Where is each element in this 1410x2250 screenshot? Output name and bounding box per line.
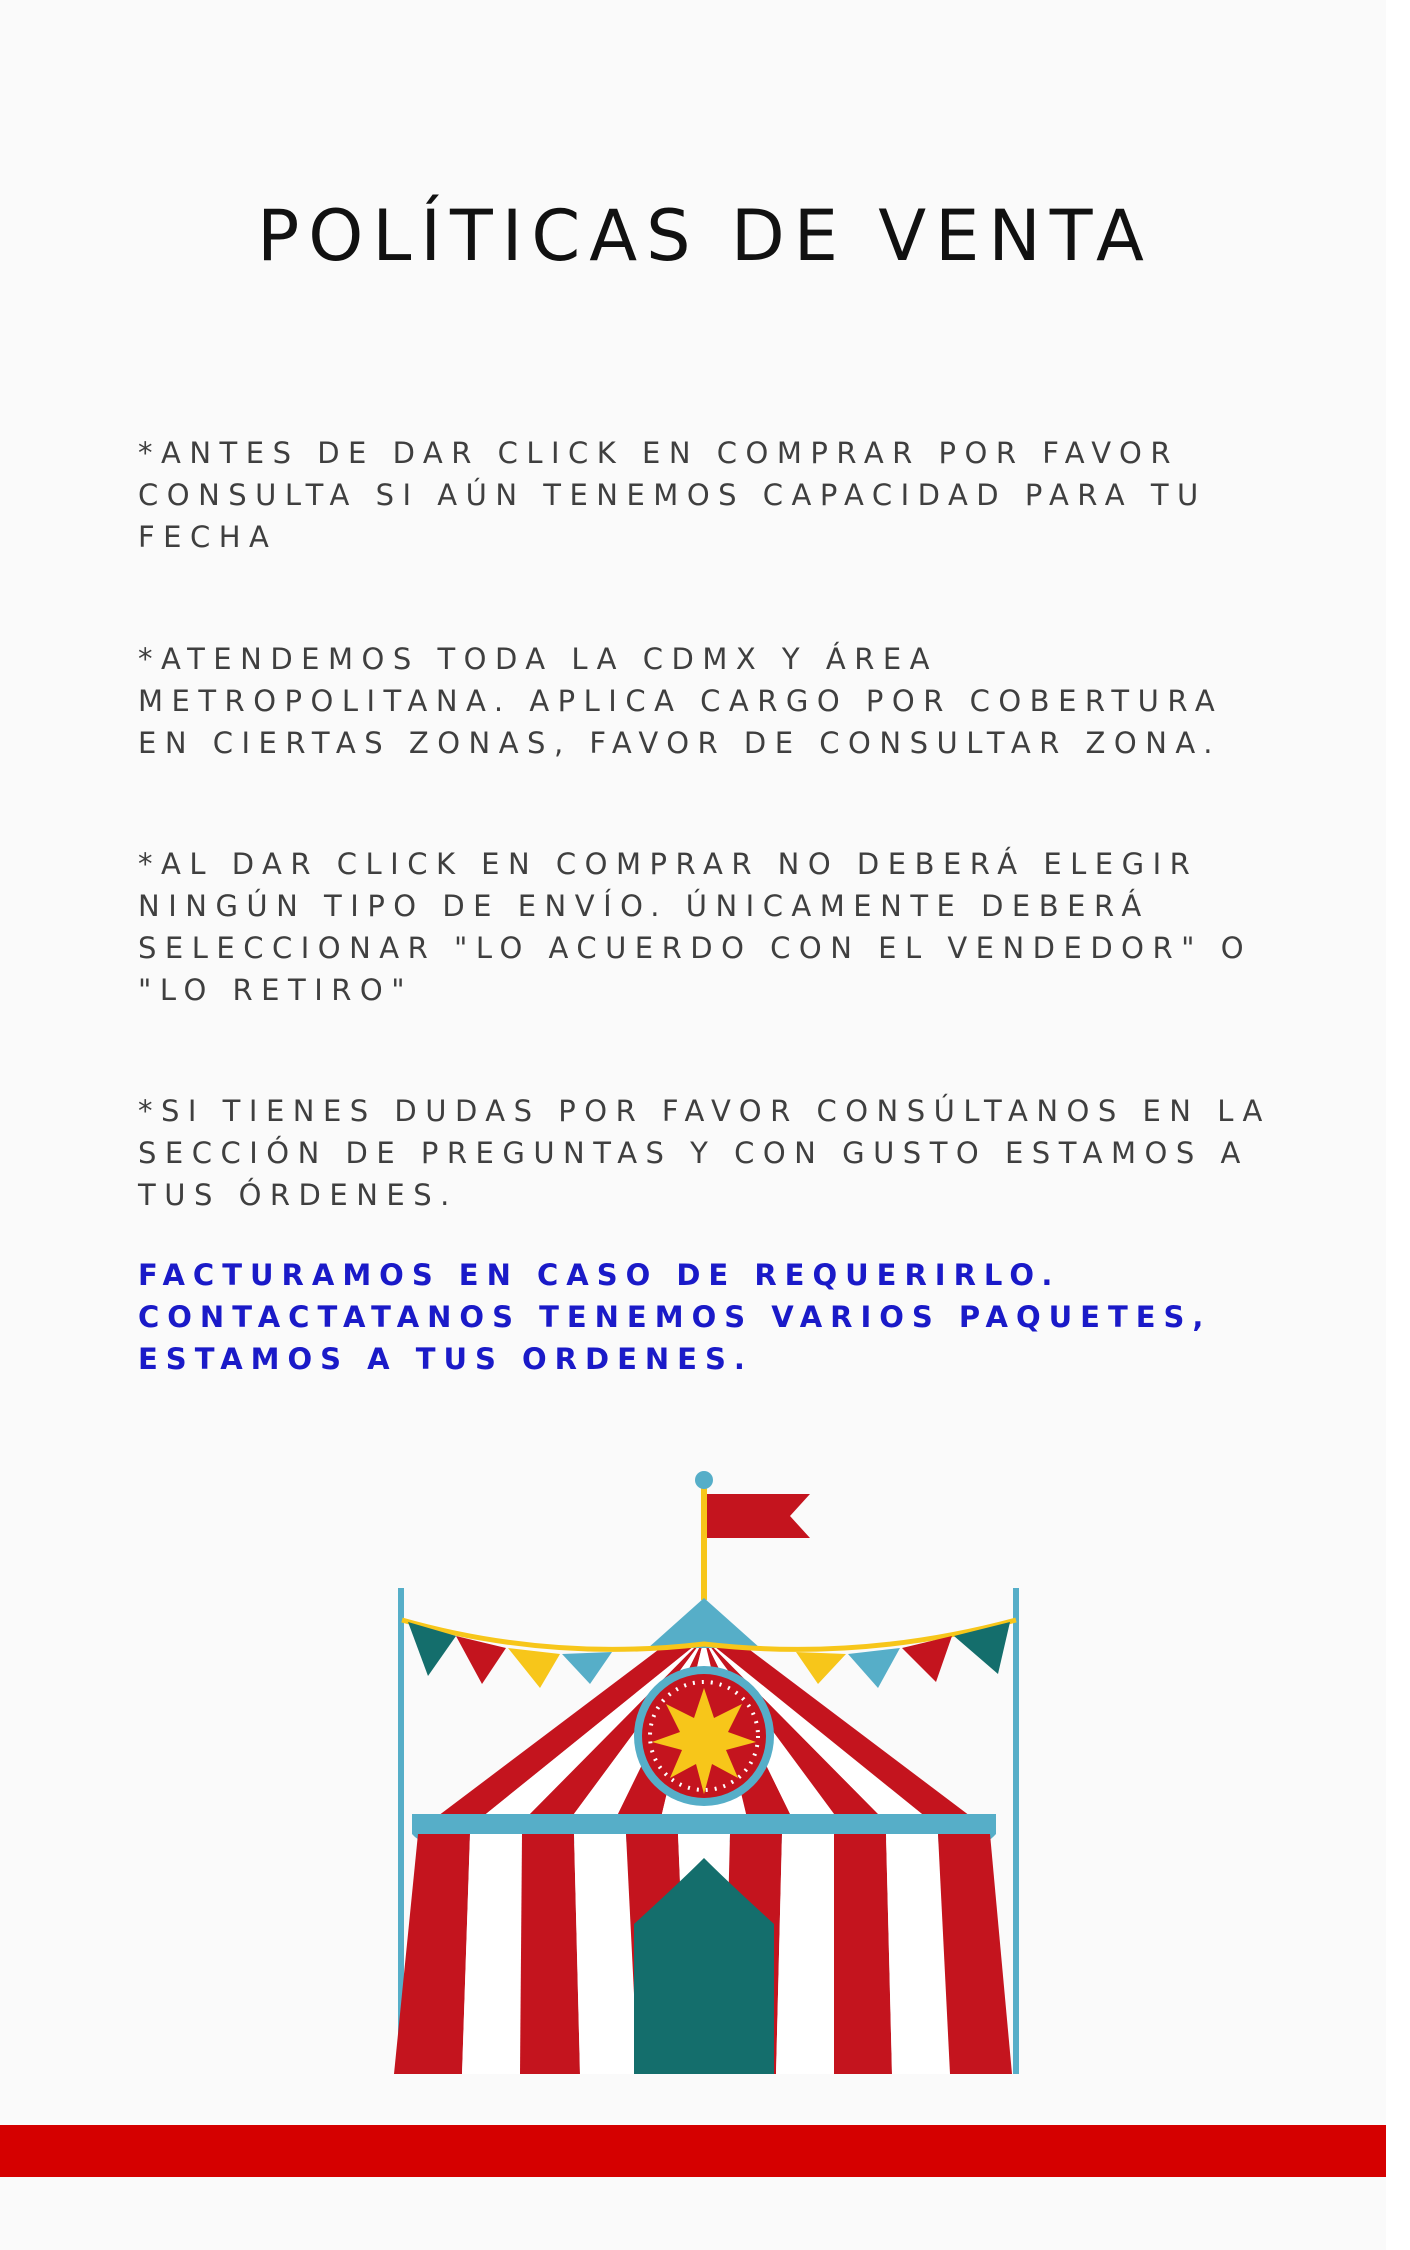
flag-pole-knob (695, 1471, 713, 1489)
policy-capacity: *ANTES DE DAR CLICK EN COMPRAR POR FAVOR CONSULTA SI AÚN TENEMOS CAPACIDAD PARA TU FECHA (138, 436, 1207, 554)
flag (707, 1494, 810, 1538)
roof-cap (648, 1598, 760, 1648)
star-emblem (634, 1666, 774, 1806)
policy-questions: *SI TIENES DUDAS POR FAVOR CONSÚLTANOS EN LA SECCIÓN DE PREGUNTAS Y CON GUSTO ESTAMOS A TUS ÓRDENES. (138, 1094, 1271, 1212)
page-title: POLÍTICAS DE VENTA (257, 195, 1153, 277)
right-margin-strip (1386, 0, 1410, 2250)
policy-coverage: *ATENDEMOS TODA LA CDMX Y ÁREA METROPOLITANA. APLICA CARGO POR COBERTURA EN CIERTAS ZONAS, FAVOR DE CONSULTAR ZONA. (138, 642, 1224, 760)
circus-tent-icon (390, 1462, 1030, 2082)
right-pole (1013, 1588, 1019, 2074)
invoicing-note: FACTURAMOS EN CASO DE REQUERIRLO. CONTACTATANOS TENEMOS VARIOS PAQUETES, ESTAMOS A TUS ORDENES. (138, 1258, 1212, 1376)
flag-pole (701, 1480, 707, 1600)
footer-bar (0, 2125, 1386, 2177)
policy-shipping: *AL DAR CLICK EN COMPRAR NO DEBERÁ ELEGIR NINGÚN TIPO DE ENVÍO. ÚNICAMENTE DEBERÁ SELECCIONAR "LO ACUERDO CON EL VENDEDOR" O "LO RETIRO" (138, 847, 1253, 1007)
